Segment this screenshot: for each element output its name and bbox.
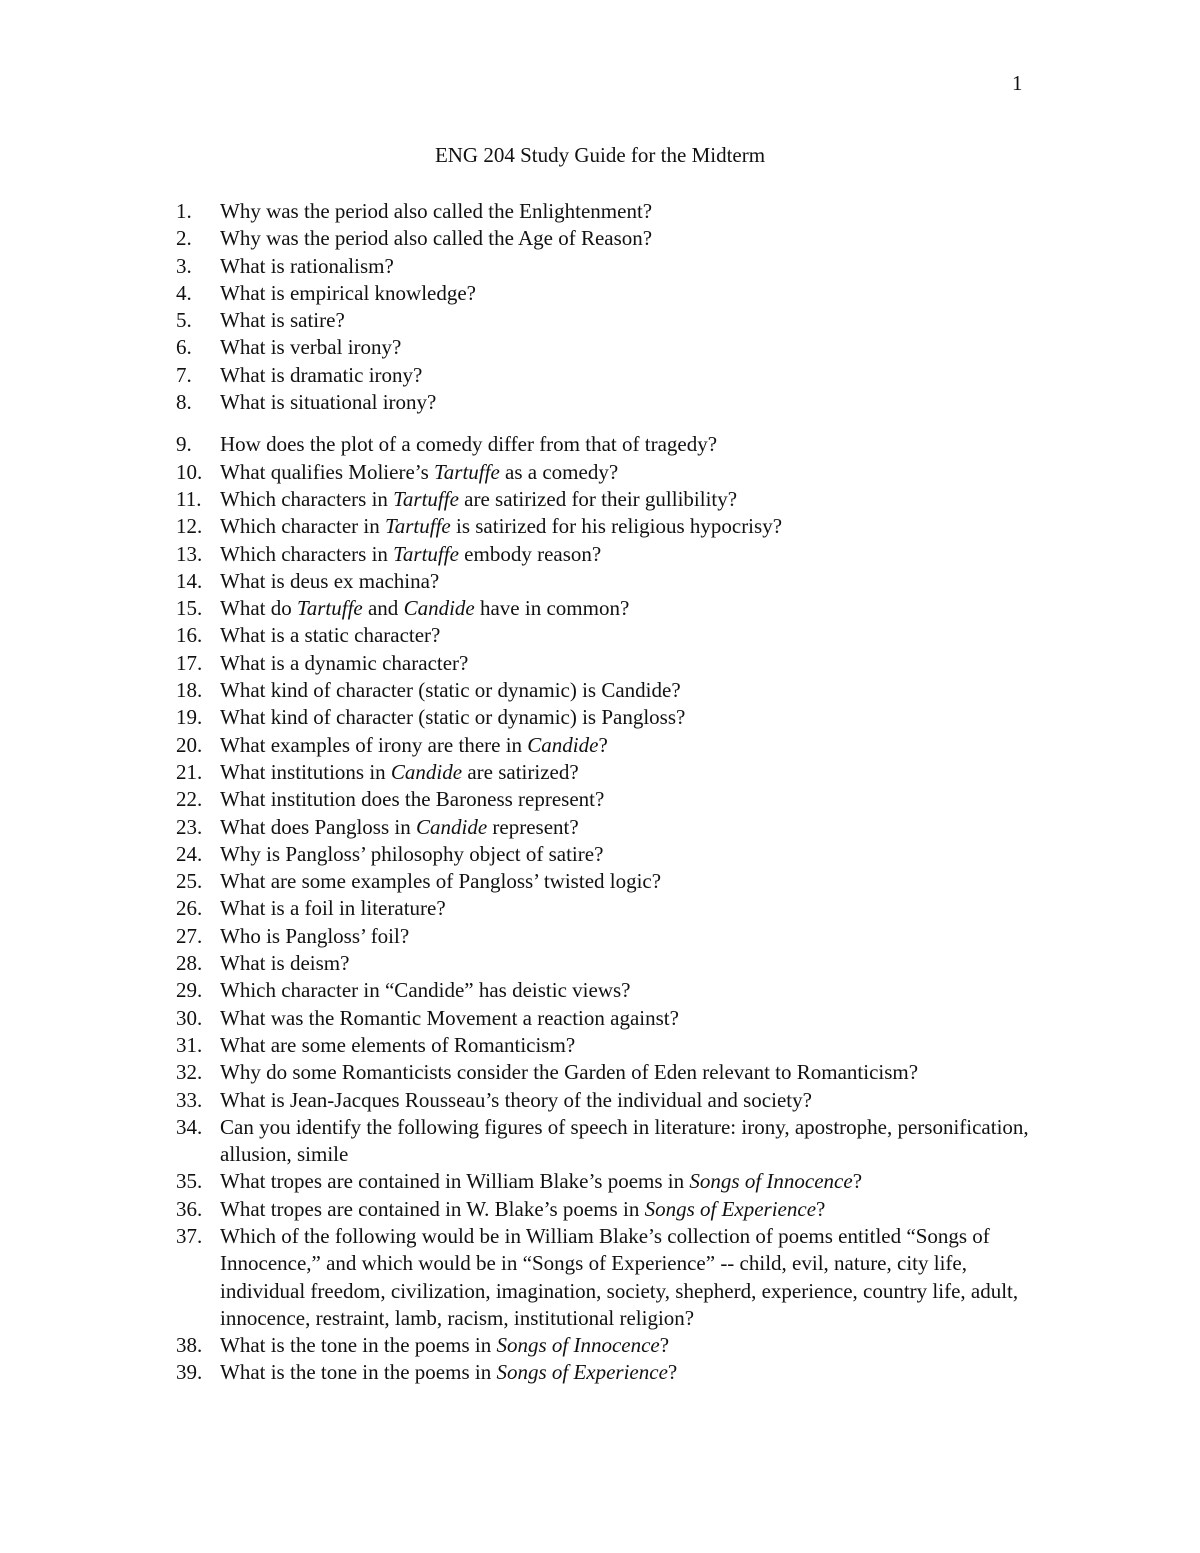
question-number: 6. <box>176 335 192 360</box>
question-item <box>176 1359 1036 1386</box>
question-text: is satirized for his religious hypocrisy? <box>450 514 783 539</box>
question-item <box>176 595 1036 622</box>
question-number: 2. <box>176 226 192 251</box>
italic-title-text: Songs of Experience <box>496 1360 668 1385</box>
question-text: What is a dynamic character? <box>220 650 469 675</box>
question-item <box>176 389 1036 416</box>
question-number: 9. <box>176 432 192 457</box>
question-item <box>176 923 1036 950</box>
question-item <box>176 868 1036 895</box>
question-item <box>176 541 1036 568</box>
question-item <box>176 1332 1036 1359</box>
question-item <box>176 814 1036 841</box>
question-text: What is the tone in the poems in <box>220 1333 497 1358</box>
page-title: ENG 204 Study Guide for the Midterm <box>434 143 766 167</box>
italic-title-text: Candide <box>390 759 463 784</box>
question-item <box>176 431 1036 458</box>
question-number: 23. <box>176 814 203 839</box>
question-number: 26. <box>176 896 203 921</box>
question-text: What is deism? <box>220 951 350 976</box>
question-number: 22. <box>176 787 203 812</box>
italic-title-text: Candide <box>403 596 475 621</box>
question-number: 29. <box>176 978 203 1003</box>
question-text: What is deus ex machina? <box>220 568 440 593</box>
question-number: 15. <box>176 596 203 621</box>
question-item <box>176 1168 1036 1195</box>
question-item <box>176 513 1036 540</box>
question-number: 11. <box>176 486 202 511</box>
question-item <box>176 759 1036 786</box>
question-number: 38. <box>176 1333 203 1358</box>
italic-title-text: Songs of Innocence <box>496 1333 660 1358</box>
question-item <box>176 334 1036 361</box>
italic-title-text: Tartuffe <box>393 541 459 566</box>
question-number: 24. <box>176 841 203 866</box>
question-number: 16. <box>176 623 203 648</box>
question-text: embody reason? <box>458 541 602 566</box>
question-text: Which character in <box>220 514 385 539</box>
question-item <box>176 895 1036 922</box>
question-text: and <box>362 596 404 621</box>
italic-title-text: Songs of Innocence <box>689 1169 853 1194</box>
question-number: 17. <box>176 650 203 675</box>
italic-title-text: Tartuffe <box>385 514 451 539</box>
question-item <box>176 622 1036 649</box>
question-text: What qualifies Moliere’s <box>220 459 435 484</box>
italic-title-text: Tartuffe <box>434 459 500 484</box>
question-text: What is satire? <box>220 308 345 333</box>
question-text: represent? <box>487 814 579 839</box>
question-text: What tropes are contained in W. Blake’s poems in <box>220 1196 645 1221</box>
question-item <box>176 977 1036 1004</box>
question-text: What kind of character (static or dynamic) is Candide? <box>220 678 681 703</box>
question-text: What is rationalism? <box>220 253 394 278</box>
question-list <box>176 198 1036 1387</box>
question-text: What is dramatic irony? <box>220 362 423 387</box>
question-item <box>176 486 1036 513</box>
question-item <box>176 1196 1036 1223</box>
question-number: 10. <box>176 459 203 484</box>
question-number: 25. <box>176 869 203 894</box>
question-item <box>176 841 1036 868</box>
question-text: have in common? <box>474 596 630 621</box>
question-text: Why do some Romanticists consider the Garden of Eden relevant to Romanticism? <box>220 1060 919 1085</box>
italic-title-text: Tartuffe <box>393 486 459 511</box>
question-item <box>176 459 1036 486</box>
question-number: 13. <box>176 541 203 566</box>
question-number: 27. <box>176 923 203 948</box>
question-text: Which character in “Candide” has deistic views? <box>220 978 631 1003</box>
question-text: What examples of irony are there in <box>220 732 528 757</box>
question-number: 28. <box>176 951 203 976</box>
question-item <box>176 1059 1036 1086</box>
question-item <box>176 1223 1036 1332</box>
question-text: Which of the following would be in William Blake’s collection of poems entitled “Songs of Innocence,” and which would be in “Songs of Experience” -- child, evil, nature, city life, individual freedom, civilization, imagination, society, shepherd, experience, country life, adult, innocence, restraint, lamb, racism, institutional religion? <box>220 1223 1019 1330</box>
question-text: What is the tone in the poems in <box>220 1360 497 1385</box>
question-number: 30. <box>176 1005 203 1030</box>
question-text: What is verbal irony? <box>220 335 402 360</box>
question-text: ? <box>852 1169 863 1194</box>
question-item <box>176 198 1036 225</box>
italic-title-text: Songs of Experience <box>644 1196 817 1221</box>
question-text: What is a static character? <box>220 623 441 648</box>
question-number: 1. <box>176 199 192 223</box>
question-text: are satirized? <box>462 759 579 784</box>
question-text: ? <box>659 1333 670 1358</box>
question-text: What is Jean-Jacques Rousseau’s theory of the individual and society? <box>220 1087 812 1112</box>
italic-title-text: Tartuffe <box>296 596 363 621</box>
question-text: What institutions in <box>220 759 391 784</box>
question-text: Why was the period also called the Age of Reason? <box>220 226 653 251</box>
question-number: 33. <box>176 1087 203 1112</box>
question-text: How does the plot of a comedy differ from that of tragedy? <box>220 432 718 457</box>
question-number: 35. <box>176 1169 203 1194</box>
question-number: 5. <box>176 308 192 333</box>
question-item <box>176 732 1036 759</box>
question-text: Can you identify the following figures of speech in literature: irony, apostrophe, personification, allusion, simile <box>220 1114 1029 1167</box>
question-text: What is empirical knowledge? <box>220 280 476 305</box>
question-item <box>176 786 1036 813</box>
question-text: Which characters in <box>220 541 394 566</box>
question-text: Who is Pangloss’ foil? <box>220 923 410 948</box>
question-item <box>176 568 1036 595</box>
question-item <box>176 950 1036 977</box>
question-number: 39. <box>176 1360 203 1385</box>
question-number: 3. <box>176 253 192 278</box>
question-number: 20. <box>176 732 203 757</box>
question-number: 34. <box>176 1114 203 1139</box>
question-text: What is situational irony? <box>220 390 437 415</box>
question-number: 31. <box>176 1032 203 1057</box>
question-text: What kind of character (static or dynamic) is Pangloss? <box>220 705 686 730</box>
question-item <box>176 307 1036 334</box>
question-item <box>176 1087 1036 1114</box>
question-number: 7. <box>176 362 192 387</box>
italic-title-text: Candide <box>415 814 488 839</box>
question-text: ? <box>816 1196 826 1221</box>
question-text: ? <box>667 1360 678 1385</box>
question-number: 14. <box>176 568 203 593</box>
question-number: 12. <box>176 514 203 539</box>
question-item <box>176 1114 1036 1169</box>
question-text: What was the Romantic Movement a reaction against? <box>220 1005 679 1030</box>
question-text: Why was the period also called the Enlightenment? <box>220 199 653 223</box>
question-number: 4. <box>176 280 192 305</box>
question-text: What tropes are contained in William Blake’s poems in <box>220 1169 690 1194</box>
question-number: 21. <box>176 759 203 784</box>
question-item <box>176 362 1036 389</box>
question-text: as a comedy? <box>499 459 619 484</box>
question-item <box>176 1005 1036 1032</box>
question-item <box>176 1032 1036 1059</box>
question-text: What institution does the Baroness represent? <box>220 787 605 812</box>
question-item <box>176 650 1036 677</box>
question-text: ? <box>598 732 608 757</box>
question-item <box>176 280 1036 307</box>
question-number: 8. <box>176 390 192 415</box>
question-text: Why is Pangloss’ philosophy object of satire? <box>220 841 604 866</box>
question-text: What do <box>220 596 297 621</box>
question-number: 18. <box>176 678 203 703</box>
question-item <box>176 253 1036 280</box>
question-number: 32. <box>176 1060 203 1085</box>
question-text: What are some examples of Pangloss’ twisted logic? <box>220 869 662 894</box>
question-text: What is a foil in literature? <box>220 896 446 921</box>
question-text: What does Pangloss in <box>220 814 416 839</box>
question-item <box>176 704 1036 731</box>
italic-title-text: Candide <box>527 732 599 757</box>
page-number: 1 <box>1012 71 1023 95</box>
question-item <box>176 225 1036 252</box>
question-text: What are some elements of Romanticism? <box>220 1032 576 1057</box>
question-number: 37. <box>176 1223 203 1248</box>
question-text: Which characters in <box>220 486 394 511</box>
question-number: 19. <box>176 705 203 730</box>
question-item <box>176 677 1036 704</box>
question-number: 36. <box>176 1196 203 1221</box>
question-text: are satirized for their gullibility? <box>458 486 738 511</box>
